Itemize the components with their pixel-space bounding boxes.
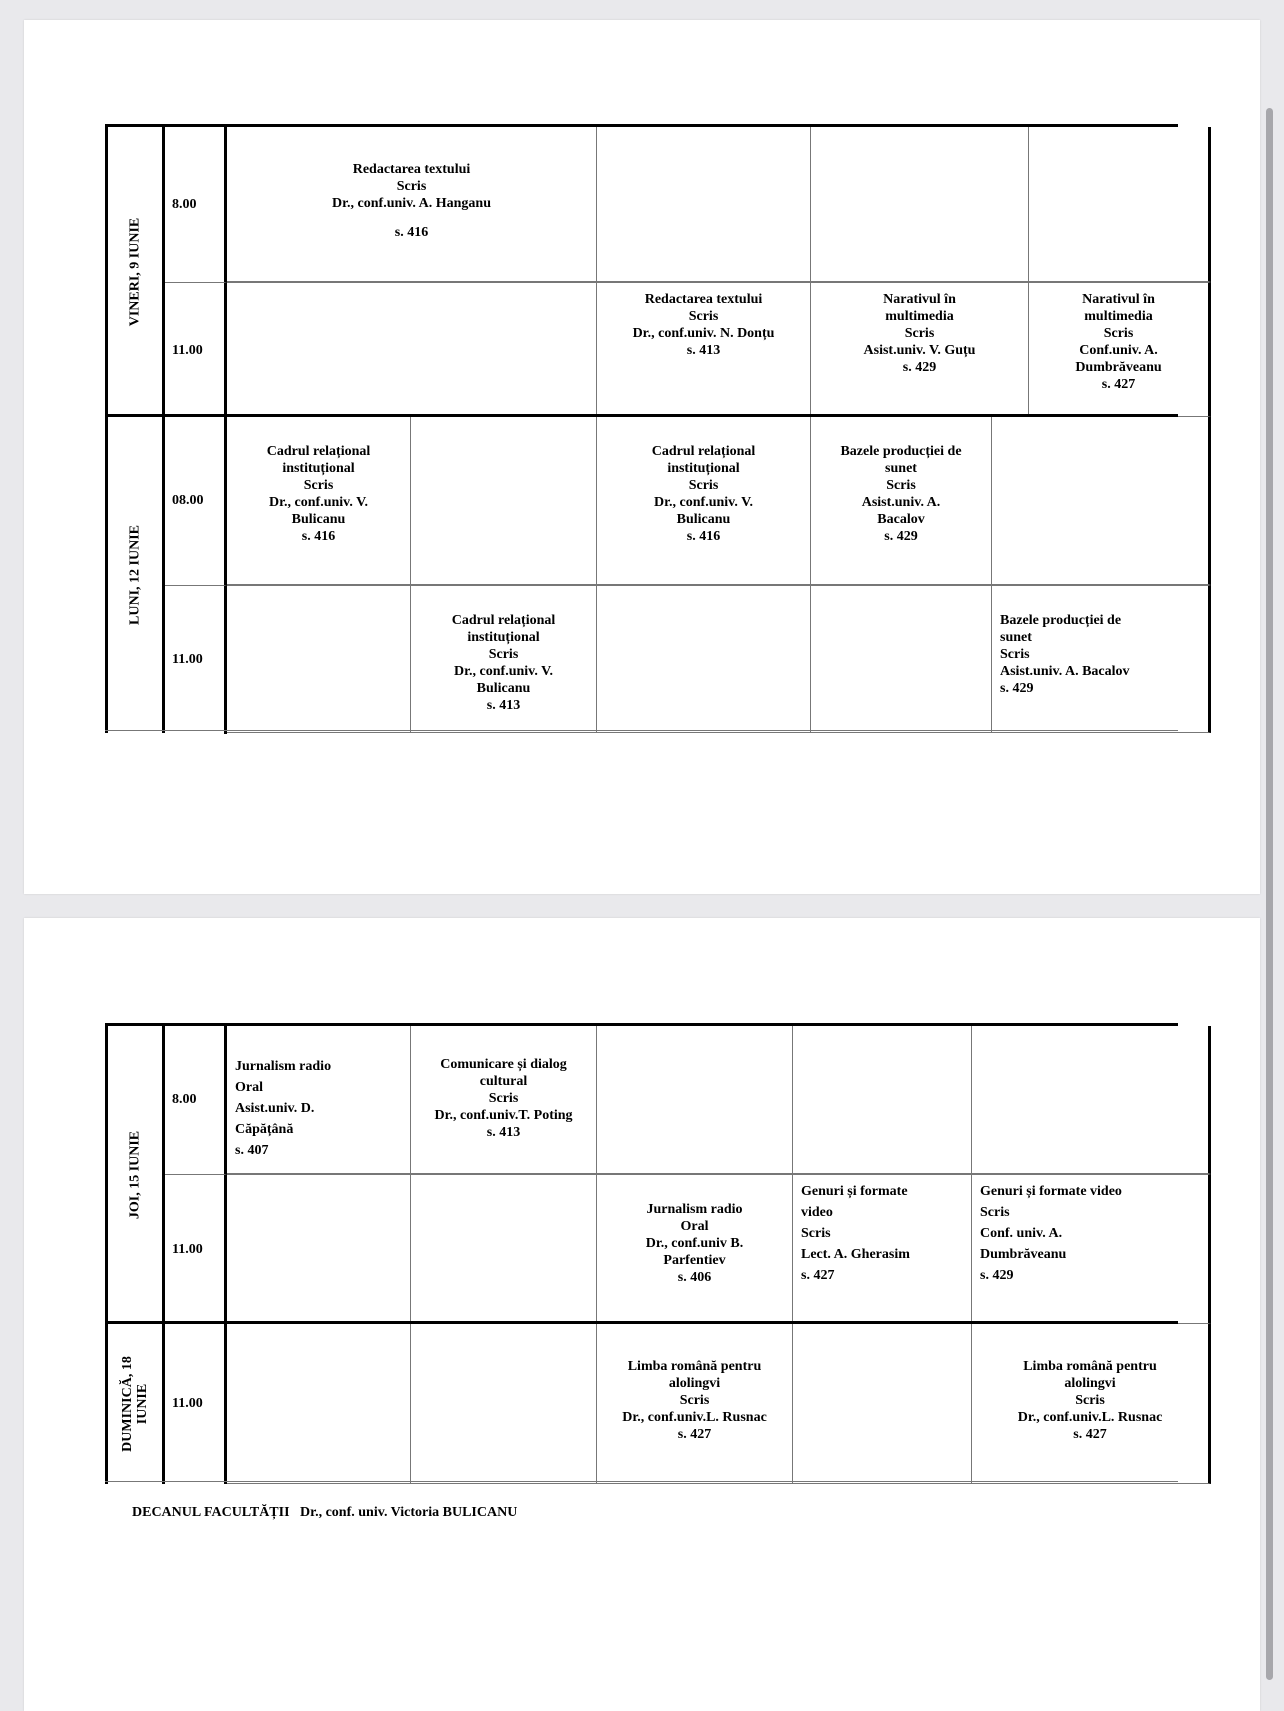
exam-entry-line: Scris: [679, 1393, 710, 1408]
exam-entry-line: s. 427: [677, 1427, 712, 1442]
exam-entry-line: Dr., conf.univ. V.: [454, 664, 553, 679]
exam-entry-line: Scris: [688, 309, 719, 324]
schedule-cell: [811, 585, 992, 733]
time-label: 11.00: [172, 1396, 203, 1411]
schedule-cell: [411, 585, 597, 733]
schedule-cell: [227, 127, 597, 282]
exam-entry-line: alolingvi: [1064, 1376, 1116, 1391]
exam-entry-line: instituțional: [282, 461, 355, 476]
schedule-cell: [972, 1324, 1211, 1484]
exam-entry-line: Oral: [680, 1219, 709, 1234]
day-label-line: IUNIE: [135, 1383, 150, 1425]
exam-entry-line: Limba română pentru: [1023, 1359, 1157, 1374]
exam-entry: [811, 291, 1028, 376]
schedule-cell: [992, 417, 1211, 585]
exam-entry: [227, 161, 596, 241]
exam-entry-line: Genuri și formate: [801, 1184, 908, 1199]
time-label: 08.00: [172, 493, 204, 508]
dean-title: DECANUL FACULTĂȚII: [132, 1505, 290, 1520]
schedule-cell: [1029, 282, 1211, 417]
exam-entry: [992, 612, 1208, 697]
exam-entry-line: cultural: [479, 1074, 528, 1089]
exam-entry-line: sunet: [1000, 630, 1032, 645]
exam-entry-line: s. 416: [301, 529, 336, 544]
schedule-cell: [597, 417, 811, 585]
exam-entry-line: Scris: [488, 647, 519, 662]
exam-entry-line: Redactarea textului: [352, 162, 471, 177]
exam-entry-line: Dumbrăveanu: [980, 1247, 1067, 1262]
schedule-cell: [411, 417, 597, 585]
schedule-cell: [793, 1026, 972, 1174]
time-label: 11.00: [172, 1242, 203, 1257]
day-label: VINERI, 9 IUNIE: [127, 217, 143, 327]
exam-entry-line: Dr., conf.univ.L. Rusnac: [622, 1410, 767, 1425]
time-label: 8.00: [172, 1092, 197, 1107]
schedule-cell: [227, 1324, 411, 1484]
day-label: LUNI, 12 IUNIE: [127, 525, 143, 625]
day-block: [105, 414, 1178, 733]
exam-entry-line: Oral: [235, 1080, 263, 1095]
schedule-cell: [597, 282, 811, 417]
exam-entry-line: Scris: [396, 179, 427, 194]
exam-entry-line: Dumbrăveanu: [1075, 360, 1162, 375]
exam-entry-line: Asist.univ. A. Bacalov: [1000, 664, 1130, 679]
exam-entry: [411, 1056, 596, 1141]
exam-entry-line: Căpățână: [235, 1122, 294, 1137]
schedule-cell: [811, 127, 1029, 282]
exam-entry: [411, 612, 596, 714]
schedule-cell: [793, 1324, 972, 1484]
exam-entry-line: Bulicanu: [676, 512, 731, 527]
schedule-cell: [992, 585, 1211, 733]
exam-entry-line: s. 413: [686, 343, 721, 358]
day-label-line: DUMINICĂ, 18: [120, 1356, 135, 1452]
schedule-cell: [411, 1026, 597, 1174]
exam-entry: [597, 443, 810, 545]
time-cell: [165, 585, 227, 734]
day-label: JOI, 15 IUNIE: [127, 1130, 143, 1220]
exam-entry-line: alolingvi: [668, 1376, 721, 1391]
exam-entry-line: Bulicanu: [476, 681, 531, 696]
schedule-cell: [811, 417, 992, 585]
exam-entry-line: Dr., conf.univ. V.: [269, 495, 368, 510]
exam-entry-line: s. 413: [486, 698, 521, 713]
schedule-cell: [227, 1174, 411, 1324]
dean-signature-line: [132, 1505, 517, 1521]
time-cell: [165, 417, 227, 585]
exam-entry-line: Conf. univ. A.: [980, 1226, 1063, 1241]
schedule-cell: [227, 585, 411, 733]
exam-entry-line: s. 416: [686, 529, 721, 544]
exam-entry-line: Asist.univ. V. Guțu: [863, 343, 976, 358]
schedule-cell: [411, 1324, 597, 1484]
schedule-cell: [597, 127, 811, 282]
day-label-cell: [105, 1026, 165, 1324]
day-label-cell: [105, 1324, 165, 1484]
table-bottom-edge: [105, 1481, 1178, 1482]
exam-entry-line: Scris: [688, 478, 719, 493]
exam-entry: [972, 1358, 1208, 1443]
schedule-cell: [811, 282, 1029, 417]
exam-entry-line: s. 429: [902, 360, 937, 375]
schedule-cell: [793, 1174, 972, 1324]
exam-entry-line: Bacalov: [877, 512, 925, 527]
schedule-cell: [411, 1174, 597, 1324]
schedule-cell: [972, 1026, 1211, 1174]
day-label-cell: [105, 127, 165, 417]
exam-entry-line: Comunicare și dialog: [440, 1057, 567, 1072]
exam-entry-line: Narativul în: [1082, 292, 1155, 307]
exam-entry-line: multimedia: [1084, 309, 1153, 324]
exam-entry: [793, 1181, 971, 1286]
time-cell: [165, 127, 227, 282]
time-label: 11.00: [172, 342, 203, 358]
exam-entry: [227, 1056, 410, 1161]
exam-entry-line: Cadrul relațional: [266, 444, 371, 459]
exam-entry-line: s. 406: [677, 1270, 712, 1285]
exam-entry-line: Narativul în: [883, 292, 956, 307]
exam-entry-line: Dr., conf.univ. N. Donțu: [632, 326, 775, 341]
exam-entry-line: multimedia: [885, 309, 954, 324]
exam-entry-line: Jurnalism radio: [646, 1202, 743, 1217]
schedule-cell: [597, 585, 811, 733]
exam-entry-line: Dr., conf.univ.T. Poting: [434, 1108, 573, 1123]
exam-entry-line: Parfentiev: [663, 1253, 726, 1268]
exam-entry-line: Genuri și formate video: [980, 1184, 1122, 1199]
exam-entry-line: Asist.univ. D.: [235, 1101, 315, 1116]
schedule-cell: [1029, 127, 1211, 282]
day-block: [105, 1023, 1178, 1324]
exam-entry: [1029, 291, 1208, 393]
schedule-cell: [597, 1324, 793, 1484]
time-label: 11.00: [172, 652, 203, 667]
exam-entry-line: Jurnalism radio: [235, 1059, 332, 1074]
exam-entry-line: s. 429: [1000, 681, 1034, 696]
exam-entry-line: video: [801, 1205, 833, 1220]
exam-entry-line: Scris: [1000, 647, 1030, 662]
day-block: [105, 1321, 1178, 1484]
exam-entry-line: Scris: [1103, 326, 1134, 341]
exam-entry-line: Bulicanu: [291, 512, 346, 527]
exam-entry: [227, 443, 410, 545]
exam-entry-line: Scris: [904, 326, 935, 341]
exam-entry-line: s. 427: [1073, 1427, 1107, 1442]
exam-entry-line: s. 413: [486, 1125, 521, 1140]
exam-entry-line: s. 427: [1101, 377, 1136, 392]
exam-entry-line: s. 416: [394, 225, 429, 240]
time-cell: [165, 1026, 227, 1174]
dean-name: Dr., conf. univ. Victoria BULICANU: [300, 1505, 518, 1520]
exam-entry-line: instituțional: [467, 630, 540, 645]
exam-entry-line: Limba română pentru: [627, 1359, 762, 1374]
exam-entry-line: Dr., conf.univ.L. Rusnac: [1017, 1410, 1163, 1425]
exam-entry-line: Dr., conf.univ. V.: [654, 495, 753, 510]
schedule-cell: [227, 417, 411, 585]
exam-entry-line: s. 407: [235, 1143, 269, 1158]
schedule-cell: [597, 1174, 793, 1324]
time-cell: [165, 1324, 227, 1484]
exam-entry-line: Dr., conf.univ. A. Hanganu: [332, 196, 491, 211]
exam-entry-line: Cadrul relațional: [651, 444, 756, 459]
table-bottom-edge: [105, 730, 1178, 731]
schedule-cell: [227, 1026, 411, 1174]
exam-entry-line: Scris: [488, 1091, 519, 1106]
exam-entry: [811, 443, 991, 545]
exam-entry-line: Lect. A. Gherasim: [801, 1247, 910, 1262]
exam-entry-line: Scris: [886, 478, 916, 493]
schedule-cell: [227, 282, 597, 417]
exam-entry-line: s. 429: [884, 529, 918, 544]
exam-entry-line: [233, 212, 590, 224]
schedule-cell: [972, 1174, 1211, 1324]
exam-entry-line: Dr., conf.univ B.: [645, 1236, 744, 1251]
time-label: 8.00: [172, 196, 197, 212]
exam-entry-line: Conf.univ. A.: [1079, 343, 1158, 358]
exam-entry-line: Cadrul relațional: [451, 613, 556, 628]
exam-entry: [597, 291, 810, 359]
exam-entry-line: s. 429: [980, 1268, 1014, 1283]
exam-entry-line: sunet: [885, 461, 917, 476]
vertical-scrollbar[interactable]: [1266, 108, 1273, 1680]
schedule-cell: [597, 1026, 793, 1174]
exam-entry-line: Asist.univ. A.: [861, 495, 941, 510]
exam-entry: [972, 1181, 1208, 1286]
day-label-cell: [105, 417, 165, 733]
exam-entry-line: Bazele producției de: [1000, 613, 1122, 628]
exam-entry-line: Scris: [303, 478, 334, 493]
exam-entry-line: instituțional: [667, 461, 740, 476]
day-block: [105, 124, 1178, 417]
exam-entry-line: Scris: [1075, 1393, 1105, 1408]
exam-entry-line: Redactarea textului: [644, 292, 763, 307]
time-cell: [165, 282, 227, 418]
exam-entry-line: Scris: [801, 1226, 831, 1241]
day-label: [120, 1356, 150, 1452]
exam-entry-line: Scris: [980, 1205, 1010, 1220]
exam-entry-line: Bazele producției de: [840, 444, 962, 459]
exam-entry: [597, 1201, 792, 1286]
time-cell: [165, 1174, 227, 1325]
exam-entry-line: s. 427: [801, 1268, 835, 1283]
exam-entry: [597, 1358, 792, 1443]
